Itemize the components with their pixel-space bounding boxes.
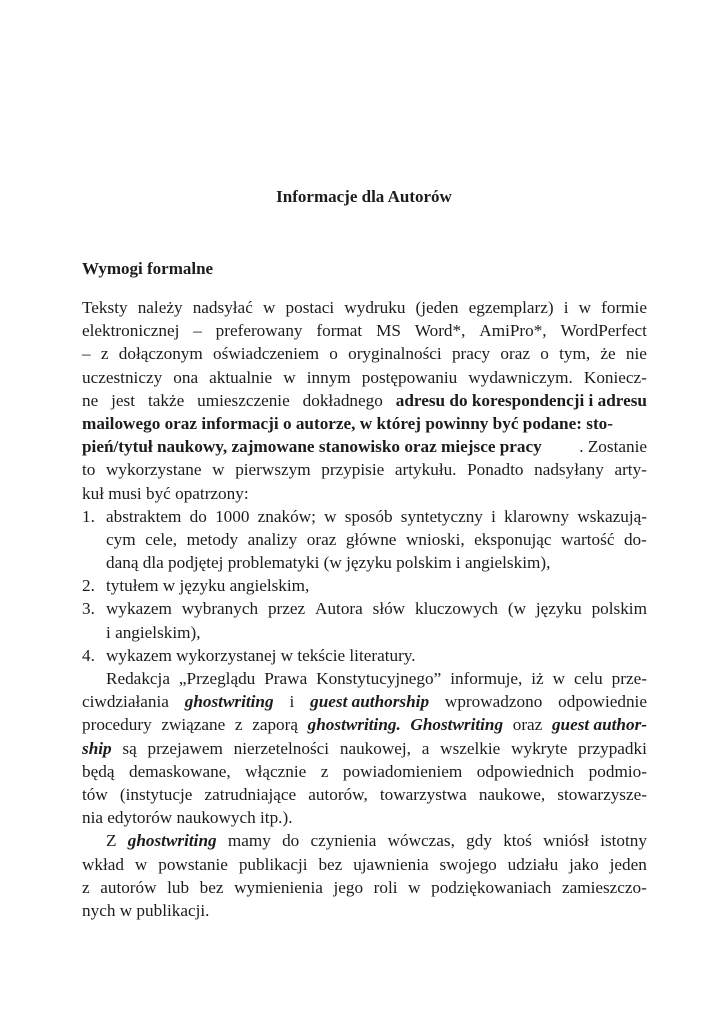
- text-segment: wniósł: [543, 831, 589, 851]
- text-segment: gdy: [466, 831, 492, 851]
- text-segment: bez: [318, 854, 343, 874]
- text-segment: tytułem w języku angielskim,: [106, 576, 310, 596]
- text-segment: mamy: [227, 831, 271, 851]
- text-segment: towarzystwa: [379, 784, 467, 804]
- text-segment: także: [147, 390, 185, 410]
- text-segment: ona: [173, 367, 199, 387]
- text-segment: kuł musi być opatrzony:: [82, 483, 249, 503]
- text-segment: analizy: [247, 529, 298, 549]
- text-line: [82, 760, 647, 783]
- text-segment: powiadomieniem: [342, 761, 463, 781]
- text-line: [82, 667, 647, 690]
- text-segment: ciwdziałania: [82, 692, 169, 712]
- text-line: [82, 876, 647, 899]
- text-segment: kluczowych: [414, 599, 499, 619]
- emphasis-term: ship: [82, 738, 112, 758]
- text-segment: oraz: [306, 529, 337, 549]
- text-segment: wszelkie: [440, 738, 501, 758]
- text-segment: daną dla podjętej problematyki (w języku polskim i angielskim),: [106, 553, 551, 573]
- body-text: [82, 296, 647, 922]
- text-segment: autorów,: [308, 784, 368, 804]
- text-segment: klarowny: [504, 506, 570, 526]
- text-segment: Konstytucyjnego”: [316, 669, 442, 688]
- text-segment: wydawniczym.: [468, 367, 573, 387]
- section-heading: Wymogi formalne: [82, 259, 214, 278]
- list-number: 2.: [82, 576, 95, 596]
- text-segment: pierwszym: [235, 460, 311, 480]
- text-segment: 1000: [215, 506, 250, 526]
- text-segment: i: [289, 692, 295, 712]
- text-segment: będą: [82, 761, 115, 781]
- text-segment: aktualnie: [209, 367, 273, 387]
- text-segment: w: [552, 669, 566, 688]
- text-segment: dołączonym: [118, 344, 203, 364]
- text-segment: o: [329, 344, 338, 364]
- text-segment: –: [82, 344, 91, 364]
- text-segment: nych w publikacji.: [82, 900, 210, 920]
- text-segment: zaporą: [252, 715, 298, 735]
- text-segment: do-: [623, 529, 647, 549]
- text-segment: należy: [137, 298, 183, 317]
- text-segment: odpowiednie: [558, 692, 647, 712]
- text-segment: tym,: [559, 344, 591, 364]
- emphasis-term: guest authorship: [310, 692, 430, 712]
- text-segment: jako: [569, 854, 599, 874]
- text-segment: związane: [161, 715, 226, 735]
- text-segment: Koniecz-: [583, 367, 647, 387]
- list-number: 1.: [82, 506, 95, 526]
- text-segment: (jeden: [415, 298, 459, 317]
- text-segment: wkład: [82, 854, 125, 874]
- text-segment: jest: [111, 390, 136, 410]
- text-segment: roli: [373, 877, 398, 897]
- text-segment: i angielskim),: [106, 622, 201, 642]
- text-segment: z: [320, 761, 329, 781]
- bold-text: mailowego oraz informacji o autorze, w której powinny być podane: sto-: [82, 413, 613, 433]
- text-segment: podmio-: [588, 761, 647, 781]
- text-segment: wykazem: [106, 599, 172, 619]
- text-segment: . Zostanie: [579, 437, 647, 457]
- text-segment: i: [491, 506, 496, 526]
- text-segment: w: [262, 298, 276, 317]
- text-segment: wówczas,: [387, 831, 455, 851]
- text-segment: zamieszczo-: [561, 877, 647, 897]
- text-segment: włącznie: [245, 761, 307, 781]
- text-line: [82, 829, 647, 852]
- text-line: [82, 505, 647, 528]
- text-segment: w: [134, 854, 148, 874]
- text-segment: wymienienia: [234, 877, 323, 897]
- text-segment: ktoś: [503, 831, 532, 851]
- list-number: 4.: [82, 645, 95, 665]
- text-line: [82, 412, 647, 435]
- text-segment: oświadczeniem: [213, 344, 319, 364]
- text-segment: AmiPro*,: [479, 321, 547, 341]
- text-segment: słów: [372, 599, 406, 619]
- text-segment: artykułu.: [394, 460, 457, 480]
- page-title: Informacje dla Autorów: [276, 187, 452, 206]
- text-segment: jeden: [609, 854, 647, 874]
- text-line: [82, 597, 647, 620]
- text-segment: publikacji: [238, 854, 308, 874]
- text-segment: formie: [601, 298, 647, 317]
- text-segment: przez: [267, 599, 306, 619]
- text-segment: wykryte: [511, 738, 568, 758]
- emphasis-term: ghostwriting: [127, 831, 217, 851]
- text-line: [82, 853, 647, 876]
- text-segment: format: [316, 321, 363, 341]
- text-segment: do: [189, 506, 207, 526]
- text-segment: powstanie: [158, 854, 228, 874]
- text-segment: lub: [167, 877, 190, 897]
- text-line: [82, 713, 647, 736]
- text-segment: ne: [82, 390, 99, 410]
- text-segment: pracy: [451, 344, 491, 364]
- text-segment: stowarzysze-: [557, 784, 647, 804]
- text-segment: że: [600, 344, 616, 364]
- text-segment: w: [283, 367, 296, 387]
- text-segment: iż: [531, 669, 544, 688]
- text-segment: przypadki: [578, 738, 647, 758]
- text-segment: główne: [345, 529, 397, 549]
- text-segment: nie: [625, 344, 647, 364]
- text-segment: Redakcja: [106, 669, 170, 688]
- text-segment: oraz: [500, 344, 530, 364]
- list-item-text: [106, 505, 647, 528]
- text-segment: metody: [186, 529, 239, 549]
- text-segment: do: [282, 831, 300, 851]
- text-segment: autorów: [100, 877, 157, 897]
- text-line: [82, 389, 647, 412]
- text-segment: wybranych: [181, 599, 259, 619]
- text-segment: arty-: [614, 460, 647, 480]
- text-segment: innym: [306, 367, 351, 387]
- text-segment: egzemplarz): [468, 298, 554, 317]
- text-line: [82, 806, 647, 829]
- text-segment: Prawa: [264, 669, 308, 688]
- text-line: [82, 574, 647, 597]
- text-segment: cele,: [145, 529, 178, 549]
- list-item-text: [106, 597, 647, 620]
- text-segment: swojego: [439, 854, 497, 874]
- text-line: [82, 737, 647, 760]
- text-segment: nia edytorów naukowych itp.).: [82, 808, 293, 828]
- text-segment: syntetyczny: [400, 506, 483, 526]
- text-segment: Teksty: [82, 298, 128, 317]
- text-segment: (instytucje: [119, 784, 193, 804]
- text-segment: z: [100, 344, 109, 364]
- text-segment: elektronicznej: [82, 321, 180, 341]
- text-line: [82, 458, 647, 481]
- text-segment: wykazem wykorzystanej w tekście literatury.: [106, 645, 416, 665]
- text-segment: tów: [82, 784, 108, 804]
- text-segment: nierzetelności: [233, 738, 330, 758]
- text-segment: uczestniczy: [82, 367, 163, 387]
- text-segment: „Przeglądu: [178, 669, 256, 688]
- text-segment: nadsyłać: [192, 298, 253, 317]
- text-segment: MS: [376, 321, 401, 341]
- text-segment: wskazują-: [577, 506, 647, 526]
- text-line: [82, 296, 647, 319]
- text-segment: znaków;: [257, 506, 316, 526]
- text-segment: w: [408, 877, 421, 897]
- text-segment: postępowaniu: [361, 367, 458, 387]
- text-segment: polskim: [591, 599, 647, 619]
- text-segment: przejawem: [147, 738, 223, 758]
- text-segment: ujawnienia: [353, 854, 429, 874]
- text-segment: i: [563, 298, 569, 317]
- text-segment: Z: [106, 831, 117, 851]
- text-segment: nadsyłany: [534, 460, 604, 480]
- text-line: [82, 366, 647, 389]
- text-segment: a: [421, 738, 430, 758]
- bold-text: adresu do korespondencji i adresu: [395, 390, 647, 410]
- text-line: [82, 783, 647, 806]
- text-segment: WordPerfect: [560, 321, 647, 341]
- text-segment: eksponując: [474, 529, 552, 549]
- text-segment: przypisie: [321, 460, 385, 480]
- text-line: [82, 482, 647, 505]
- list-number: 3.: [82, 599, 95, 619]
- text-segment: Word*,: [414, 321, 466, 341]
- text-line: [82, 342, 647, 365]
- emphasis-term: .: [396, 715, 401, 735]
- text-segment: celu: [574, 669, 603, 688]
- text-segment: zatrudniające: [204, 784, 297, 804]
- text-segment: języku: [535, 599, 582, 619]
- text-segment: procedury: [82, 715, 152, 735]
- text-segment: Autora: [315, 599, 363, 619]
- text-segment: w: [212, 460, 225, 480]
- text-line: [82, 319, 647, 342]
- text-segment: jego: [333, 877, 364, 897]
- text-line: [82, 528, 647, 551]
- text-segment: wartość: [561, 529, 615, 549]
- emphasis-term: ghostwriting: [184, 692, 274, 712]
- emphasis-term: Ghostwriting: [410, 715, 504, 735]
- text-segment: sposób: [344, 506, 393, 526]
- emphasis-term: ghostwriting.: [307, 715, 401, 735]
- text-line: [82, 899, 647, 922]
- text-segment: o: [540, 344, 549, 364]
- text-segment: abstraktem: [106, 506, 182, 526]
- emphasis-term: guest author-: [551, 715, 647, 735]
- text-segment: oraz: [512, 715, 543, 735]
- text-segment: naukowe,: [478, 784, 546, 804]
- text-segment: wprowadzono: [444, 692, 543, 712]
- text-segment: bez: [199, 877, 224, 897]
- text-segment: wykorzystane: [106, 460, 202, 480]
- text-segment: z: [82, 877, 90, 897]
- text-segment: wydruku: [344, 298, 406, 317]
- text-segment: z: [234, 715, 243, 735]
- text-segment: w: [578, 298, 592, 317]
- text-segment: postaci: [285, 298, 335, 317]
- text-segment: prze-: [611, 669, 647, 688]
- text-segment: dokładnego: [302, 390, 383, 410]
- text-segment: wnioski,: [405, 529, 465, 549]
- text-line: [82, 621, 647, 644]
- text-segment: w: [324, 506, 337, 526]
- text-line: [82, 435, 647, 458]
- text-segment: Ponadto: [467, 460, 524, 480]
- text-line: [82, 551, 647, 574]
- bold-text: pień/tytuł naukowy, zajmowane stanowisko oraz miejsce pracy: [82, 437, 542, 457]
- text-segment: naukowej,: [339, 738, 411, 758]
- text-segment: odpowiednich: [476, 761, 575, 781]
- text-segment: (w: [507, 599, 527, 619]
- text-segment: podziękowaniach: [431, 877, 552, 897]
- text-segment: demaskowane,: [128, 761, 231, 781]
- text-segment: cym: [106, 529, 136, 549]
- text-segment: istotny: [600, 831, 647, 851]
- text-segment: czynienia: [310, 831, 377, 851]
- text-segment: są: [122, 738, 137, 758]
- text-segment: preferowany: [215, 321, 303, 341]
- text-segment: informuje,: [450, 669, 523, 688]
- text-line: [82, 690, 647, 713]
- text-segment: udziału: [507, 854, 559, 874]
- text-line: [82, 644, 647, 667]
- text-segment: oryginalności: [348, 344, 442, 364]
- text-segment: umieszczenie: [197, 390, 290, 410]
- text-segment: to: [82, 460, 96, 480]
- text-segment: –: [193, 321, 202, 341]
